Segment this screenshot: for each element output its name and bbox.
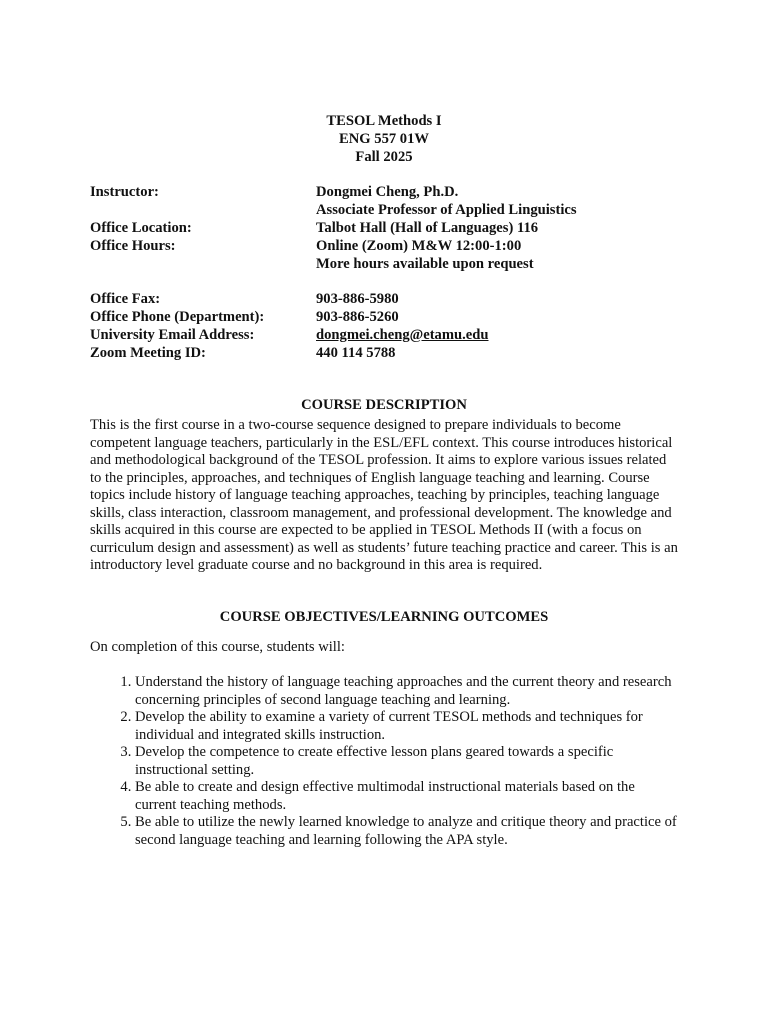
objectives-heading: COURSE OBJECTIVES/LEARNING OUTCOMES (219, 608, 549, 625)
objective-item: 4. Be able to create and design effective multimodal instructional materials based on the current teaching methods. (135, 779, 678, 814)
course-description-heading: COURSE DESCRIPTION (301, 397, 467, 413)
objective-item: 3. Develop the competence to create effective lesson plans geared towards a specific instructional setting. (135, 744, 678, 779)
objectives-intro: On completion of this course, students will: (90, 638, 345, 655)
fax-label: Office Fax: (90, 291, 161, 307)
email-link[interactable]: dongmei.cheng@etamu.edu (316, 327, 489, 343)
fax-row (90, 291, 678, 309)
course-header (90, 113, 678, 167)
zoom-label: Zoom Meeting ID: (90, 345, 206, 361)
office-location-label: Office Location: (90, 220, 192, 236)
phone-number: 903-886-5260 (316, 309, 399, 325)
instructor-info (90, 184, 678, 363)
zoom-row (90, 345, 678, 363)
objective-item: 5. Be able to utilize the newly learned knowledge to analyze and critique theory and practice of second language teaching and learning following the APA style. (135, 814, 678, 849)
office-hours: Online (Zoom) M&W 12:00-1:00 (316, 238, 522, 254)
phone-row (90, 309, 678, 327)
instructor-row (90, 184, 678, 202)
office-hours-label: Office Hours: (90, 238, 176, 254)
instructor-name: Dongmei Cheng, Ph.D. (316, 184, 459, 200)
office-location: Talbot Hall (Hall of Languages) 116 (316, 220, 539, 236)
objective-item: 2. Develop the ability to examine a variety of current TESOL methods and techniques for individual and integrated skills instruction. (135, 709, 678, 744)
email-label: University Email Address: (90, 327, 255, 343)
instructor-title: Associate Professor of Applied Linguistics (316, 202, 577, 218)
instructor-title-row (90, 202, 678, 220)
objectives-list (90, 674, 678, 849)
email-row (90, 327, 678, 345)
course-code: ENG 557 01W (339, 131, 429, 147)
course-title: TESOL Methods I (326, 113, 442, 129)
office-location-row (90, 220, 678, 238)
office-hours-row (90, 238, 678, 256)
course-term: Fall 2025 (355, 149, 413, 165)
phone-label: Office Phone (Department): (90, 309, 265, 325)
office-hours-extra-row (90, 256, 678, 274)
fax-number: 903-886-5980 (316, 291, 399, 307)
instructor-label: Instructor: (90, 184, 159, 200)
office-hours-extra: More hours available upon request (316, 256, 534, 272)
zoom-id: 440 114 5788 (316, 345, 396, 361)
course-description-text: This is the first course in a two-course sequence designed to prepare individuals to become competent language teachers, particularly in the ESL/EFL context. This course introduces historical and methodological background of the TESOL profession. It aims to explore various issues related to the principles, approaches, and techniques of English language teaching and learning. Course topics include history of language teaching approaches, teaching by principles, teaching language skills, class interaction, classroom management, and professional development. The knowledge and skills acquired in this course are expected to be applied in TESOL Methods II (with a focus on curriculum design and assessment) as well as students’ future teaching practice and career. This is an introductory level graduate course and no background in this area is required. (90, 417, 678, 573)
objective-item: 1. Understand the history of language teaching approaches and the current theory and research concerning principles of second language teaching and learning. (135, 674, 678, 709)
